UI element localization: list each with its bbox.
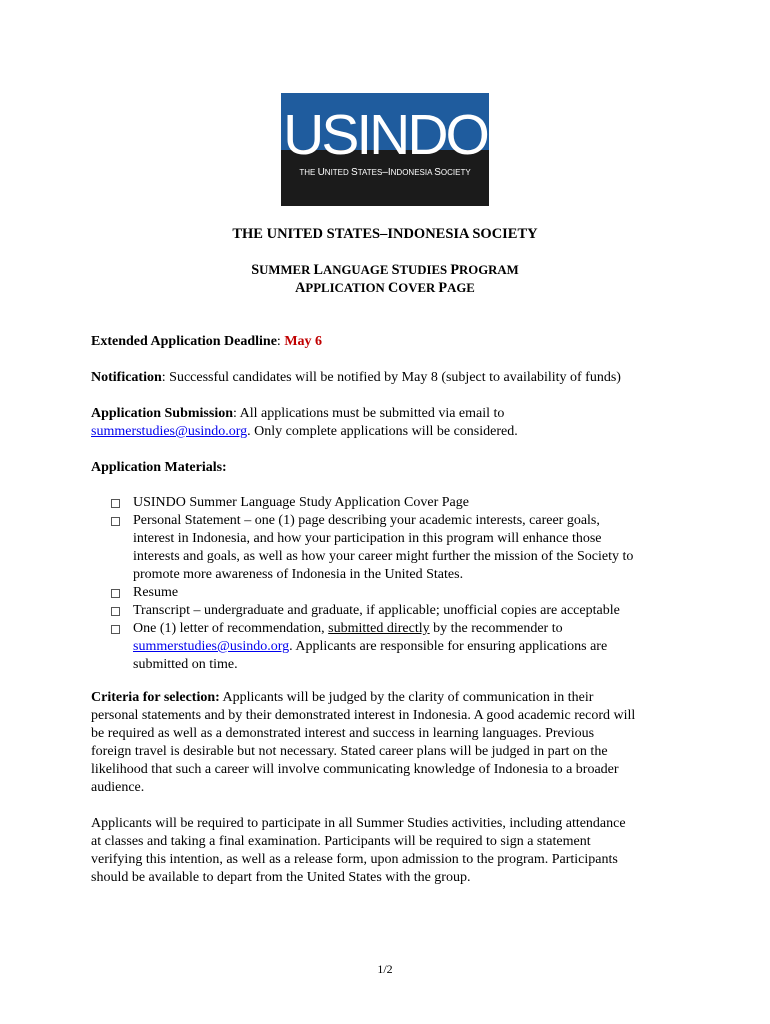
logo-tagline: THE UNITED STATES–INDONESIA SOCIETY [299, 167, 471, 178]
participation-paragraph: Applicants will be required to participate in all Summer Studies activities, including attendance at classes and taking a final examination. Participants will be required to sign a statement verifying this intention, as well as a release form, upon admission to the program. Participants should be available to depart from the United States with the group. [91, 816, 626, 885]
list-item: One (1) letter of recommendation, submitted directly by the recommender to summerstudies@usindo.org. Applicants are responsible for ensuring applications are submitted on time. [108, 620, 698, 674]
checkbox-bullet-icon [111, 517, 120, 526]
checkbox-bullet-icon [111, 607, 120, 616]
usindo-logo [281, 93, 489, 206]
submission-email-link[interactable]: summerstudies@usindo.org [91, 424, 248, 439]
cover-page-subtitle: APPLICATION COVER PAGE [295, 280, 475, 296]
notification-line: Notification: Successful candidates will be notified by May 8 (subject to availability of funds) [91, 370, 621, 385]
page-number: 1/2 [377, 962, 393, 976]
deadline-line: Extended Application Deadline: May 6 [91, 334, 323, 349]
list-item: USINDO Summer Language Study Application Cover Page [108, 494, 698, 512]
checkbox-bullet-icon [111, 625, 120, 634]
checkbox-bullet-icon [111, 589, 120, 598]
notification-label: Notification [91, 370, 162, 385]
materials-heading: Application Materials: [91, 460, 227, 475]
document-title: THE UNITED STATES–INDONESIA SOCIETY [232, 226, 538, 242]
list-item: Personal Statement – one (1) page describing your academic interests, career goals, interest in Indonesia, and how your participation in this program will enhance those interests and goals, as well as how your career might further the mission of the Society to promote more awareness of Indonesia in the United States. [108, 512, 698, 584]
deadline-value: May 6 [284, 334, 323, 349]
criteria-label: Criteria for selection: [91, 690, 220, 705]
logo-wordmark: USINDO [283, 103, 487, 167]
deadline-label: Extended Application Deadline [91, 334, 277, 349]
program-subtitle: SUMMER LANGUAGE STUDIES PROGRAM [251, 262, 519, 278]
materials-list [108, 494, 698, 674]
recommendation-email-link[interactable]: summerstudies@usindo.org [133, 639, 290, 654]
list-item: Transcript – undergraduate and graduate, if applicable; unofficial copies are acceptable [108, 602, 698, 620]
criteria-paragraph: Criteria for selection: Applicants will be judged by the clarity of communication in their personal statements and by their demonstrated interest in Indonesia. A good academic record will be required as well as a demonstrated interest and success in learning languages. Previous foreign travel is desirable but not necessary. Stated career plans will be judged in part on the likelihood that such a career will involve communicating knowledge of Indonesia to a broader audience. [91, 690, 636, 795]
checkbox-bullet-icon [111, 499, 120, 508]
submission-paragraph: Application Submission: All applications must be submitted via email to summerstudies@usindo.org. Only complete applications will be considered. [91, 406, 518, 439]
list-item: Resume [108, 584, 698, 602]
submission-label: Application Submission [91, 406, 233, 421]
